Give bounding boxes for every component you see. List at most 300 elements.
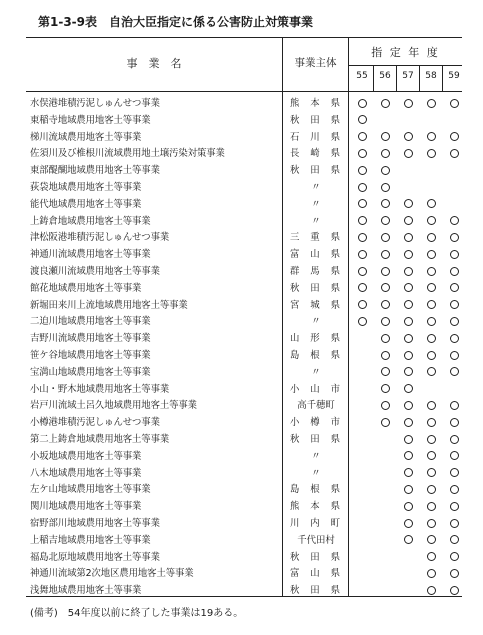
designated-mark [381, 401, 390, 410]
year-cell-59 [444, 366, 464, 378]
table-row [26, 396, 462, 412]
year-cell-56 [375, 517, 395, 529]
designated-mark [450, 552, 459, 561]
table-row [26, 262, 462, 278]
designated-mark [404, 250, 413, 259]
project-entity: 高千穂町 [297, 400, 335, 412]
project-name: 能代地域農用地客土等事業 [30, 198, 142, 210]
designated-mark [358, 183, 367, 192]
year-cell-57 [398, 483, 418, 495]
project-name: 津松阪港堆積汚泥しゅんせつ事業 [30, 232, 170, 244]
designated-mark [381, 283, 390, 292]
year-cell-58 [421, 366, 441, 378]
project-entity: 小 樽 市 [290, 417, 340, 429]
year-cell-57 [398, 467, 418, 479]
year-cell-59 [444, 97, 464, 109]
project-entity: 秋 田 県 [290, 551, 340, 563]
year-cell-56 [375, 215, 395, 227]
year-cell-55 [352, 349, 372, 361]
year-cell-58 [421, 147, 441, 159]
table-row [26, 178, 462, 194]
project-name: 岩戸川流域土呂久地域農用地客土等事業 [30, 400, 197, 412]
year-cell-55 [352, 97, 372, 109]
table-row [26, 279, 462, 295]
project-name: 関川地域農用地客土等事業 [30, 501, 142, 513]
designated-mark [381, 166, 390, 175]
project-name: 水俣港堆積汚泥しゅんせつ事業 [30, 98, 160, 109]
year-cell-59 [444, 450, 464, 462]
year-cell-57 [398, 147, 418, 159]
year-cell-55 [352, 114, 372, 126]
designated-mark [381, 99, 390, 108]
designated-mark [427, 317, 436, 326]
designated-mark [358, 166, 367, 175]
year-cell-58 [421, 131, 441, 143]
project-name: 小樽港堆積汚泥しゅんせつ事業 [30, 417, 160, 429]
designated-mark [450, 485, 459, 494]
project-name: 新堀田来川上流地域農用地客土等事業 [30, 299, 188, 311]
year-cell-57 [398, 164, 418, 176]
designated-mark [358, 115, 367, 124]
year-cell-59 [444, 551, 464, 563]
year-cell-55 [352, 231, 372, 243]
year-cell-55 [352, 366, 372, 378]
year-cell-56 [375, 198, 395, 210]
project-entity: 秋 田 県 [290, 282, 340, 294]
footnote: (備考) 54年度以前に終了した事業は19ある。 [30, 608, 244, 619]
designated-mark [450, 149, 459, 158]
year-cell-58 [421, 383, 441, 395]
project-name: 笹ケ谷地域農用地客土等事業 [30, 350, 151, 361]
year-cell-57 [398, 349, 418, 361]
year-cell-57 [398, 282, 418, 294]
year-cell-58 [421, 349, 441, 361]
designated-mark [427, 283, 436, 292]
year-cell-58 [421, 114, 441, 126]
year-cell-56 [375, 383, 395, 395]
table-row [26, 447, 462, 463]
year-cell-56 [375, 433, 395, 445]
table-row [26, 548, 462, 564]
year-cell-55 [352, 399, 372, 411]
year-cell-57 [398, 567, 418, 579]
table-row [26, 195, 462, 211]
project-name: 小坂地域農用地客土等事業 [30, 450, 142, 462]
designated-mark [404, 300, 413, 309]
year-cell-55 [352, 332, 372, 344]
year-cell-57 [398, 366, 418, 378]
table-row [26, 245, 462, 261]
year-cell-56 [375, 164, 395, 176]
project-name: 吉野川流域農用地客土等事業 [30, 333, 151, 345]
year-cell-55 [352, 551, 372, 563]
project-entity: 熊 本 県 [290, 98, 340, 109]
year-cell-59 [444, 231, 464, 243]
project-entity: 〃 [311, 450, 321, 462]
table-row [26, 329, 462, 345]
designated-mark [427, 334, 436, 343]
project-name: 第二上鋳倉地域農用地客土等事業 [30, 434, 170, 445]
year-cell-56 [375, 467, 395, 479]
year-cell-55 [352, 500, 372, 512]
year-cell-59 [444, 164, 464, 176]
year-cell-58 [421, 567, 441, 579]
designated-mark [427, 233, 436, 242]
project-name: 左ケ山地域農用地客土等事業 [30, 484, 151, 496]
year-cell-58 [421, 399, 441, 411]
designated-mark [427, 468, 436, 477]
year-cell-58 [421, 248, 441, 260]
project-entity: 〃 [311, 467, 321, 479]
designated-mark [358, 132, 367, 141]
year-cell-56 [375, 551, 395, 563]
designated-mark [404, 267, 413, 276]
year-cell-58 [421, 231, 441, 243]
table-row [26, 111, 462, 127]
designated-mark [358, 283, 367, 292]
designated-mark [427, 502, 436, 511]
project-entity: 秋 田 県 [290, 114, 340, 126]
table-row [26, 464, 462, 480]
project-entity: 〃 [311, 198, 321, 210]
designated-mark [404, 485, 413, 494]
year-cell-59 [444, 517, 464, 529]
year-cell-56 [375, 248, 395, 260]
project-name: 浅舞地域農用地客土等事業 [30, 585, 142, 597]
designated-mark [358, 300, 367, 309]
year-cell-57 [398, 383, 418, 395]
designated-mark [427, 300, 436, 309]
year-cell-55 [352, 299, 372, 311]
year-cell-55 [352, 433, 372, 445]
year-cell-59 [444, 131, 464, 143]
designated-mark [358, 250, 367, 259]
year-cell-55 [352, 315, 372, 327]
designated-mark [404, 99, 413, 108]
table-row [26, 480, 462, 496]
designated-mark [381, 351, 390, 360]
year-group-divider [348, 65, 462, 66]
year-cell-57 [398, 416, 418, 428]
year-cell-59 [444, 198, 464, 210]
designated-mark [450, 334, 459, 343]
designated-mark [404, 451, 413, 460]
project-entity: 富 山 県 [290, 568, 340, 580]
designated-mark [450, 283, 459, 292]
designated-mark [381, 132, 390, 141]
table-top-border [26, 37, 462, 38]
year-cell-59 [444, 181, 464, 193]
designated-mark [381, 418, 390, 427]
year-cell-59 [444, 349, 464, 361]
project-entity: 富 山 県 [290, 249, 340, 261]
designated-mark [450, 367, 459, 376]
year-cell-56 [375, 282, 395, 294]
table-row [26, 346, 462, 362]
year-cell-56 [375, 584, 395, 596]
year-header-55: 55 [356, 71, 368, 81]
year-cell-58 [421, 450, 441, 462]
designated-mark [450, 99, 459, 108]
designated-mark [358, 99, 367, 108]
project-entity: 秋 田 県 [290, 434, 340, 445]
designated-mark [404, 502, 413, 511]
designated-mark [427, 535, 436, 544]
table-row [26, 161, 462, 177]
project-entity: 秋 田 県 [290, 165, 340, 177]
project-entity: 秋 田 県 [290, 585, 340, 597]
project-entity: 〃 [311, 366, 321, 378]
designated-mark [450, 418, 459, 427]
year-header-divider [396, 65, 397, 91]
year-cell-56 [375, 450, 395, 462]
project-name: 荻袋地域農用地客土等事業 [30, 182, 142, 193]
table-row [26, 94, 462, 110]
year-cell-57 [398, 97, 418, 109]
designated-mark [381, 300, 390, 309]
project-entity: 三 重 県 [290, 232, 340, 244]
year-cell-58 [421, 315, 441, 327]
year-cell-56 [375, 500, 395, 512]
project-entity: 〃 [311, 215, 321, 227]
year-cell-55 [352, 517, 372, 529]
designated-mark [381, 267, 390, 276]
year-cell-57 [398, 198, 418, 210]
year-cell-59 [444, 282, 464, 294]
designated-mark [381, 183, 390, 192]
year-cell-55 [352, 450, 372, 462]
designated-mark [358, 216, 367, 225]
designated-mark [450, 233, 459, 242]
year-cell-58 [421, 332, 441, 344]
year-cell-56 [375, 299, 395, 311]
project-name: 上稲吉地域農用地客土等事業 [30, 534, 151, 546]
year-cell-59 [444, 567, 464, 579]
year-cell-56 [375, 399, 395, 411]
project-entity: 島 根 県 [290, 484, 340, 496]
project-entity: 川 内 町 [290, 518, 340, 529]
designated-mark [381, 199, 390, 208]
project-name: 神通川流域農用地客土等事業 [30, 249, 151, 261]
designated-mark [404, 367, 413, 376]
project-entity: 島 根 県 [290, 350, 340, 361]
designated-mark [381, 334, 390, 343]
designated-mark [358, 233, 367, 242]
year-cell-56 [375, 131, 395, 143]
year-cell-59 [444, 483, 464, 495]
project-name: 上鋳倉地域農用地客土等事業 [30, 215, 151, 227]
year-header-divider [373, 65, 374, 91]
year-cell-57 [398, 299, 418, 311]
year-cell-57 [398, 500, 418, 512]
year-cell-59 [444, 534, 464, 546]
designated-mark [404, 384, 413, 393]
designated-mark [404, 535, 413, 544]
year-cell-55 [352, 164, 372, 176]
year-cell-55 [352, 383, 372, 395]
table-row [26, 430, 462, 446]
table-row [26, 497, 462, 513]
year-cell-55 [352, 483, 372, 495]
year-cell-56 [375, 349, 395, 361]
designated-mark [450, 569, 459, 578]
year-cell-58 [421, 500, 441, 512]
designated-mark [450, 535, 459, 544]
table-row [26, 380, 462, 396]
designated-mark [427, 351, 436, 360]
header-bottom-border [26, 91, 462, 92]
project-entity: 〃 [311, 182, 321, 193]
designated-mark [427, 132, 436, 141]
year-cell-56 [375, 483, 395, 495]
year-cell-57 [398, 450, 418, 462]
year-cell-55 [352, 181, 372, 193]
year-cell-58 [421, 467, 441, 479]
designated-mark [427, 519, 436, 528]
table-row [26, 144, 462, 160]
year-cell-55 [352, 467, 372, 479]
year-cell-59 [444, 215, 464, 227]
year-cell-55 [352, 248, 372, 260]
table-row [26, 581, 462, 597]
year-cell-59 [444, 467, 464, 479]
project-name: 神通川流域第2次地区農用地客土等事業 [30, 568, 194, 580]
year-cell-55 [352, 198, 372, 210]
year-cell-56 [375, 114, 395, 126]
table-row [26, 531, 462, 547]
designated-mark [450, 401, 459, 410]
year-cell-57 [398, 248, 418, 260]
year-cell-58 [421, 164, 441, 176]
year-cell-57 [398, 517, 418, 529]
project-entity: 山 形 県 [290, 333, 340, 345]
year-cell-58 [421, 282, 441, 294]
designated-mark [450, 132, 459, 141]
year-cell-59 [444, 584, 464, 596]
year-cell-57 [398, 551, 418, 563]
entity-column-header: 事業主体 [294, 57, 337, 69]
year-cell-55 [352, 265, 372, 277]
year-cell-57 [398, 534, 418, 546]
year-group-header: 指 定 年 度 [371, 46, 440, 59]
designated-mark [404, 132, 413, 141]
designated-mark [427, 569, 436, 578]
table-row [26, 363, 462, 379]
year-cell-56 [375, 147, 395, 159]
year-cell-56 [375, 97, 395, 109]
year-cell-58 [421, 215, 441, 227]
year-cell-56 [375, 416, 395, 428]
year-cell-57 [398, 315, 418, 327]
project-name: 東部醍醐地域農用地客土等事業 [30, 165, 160, 177]
designated-mark [381, 233, 390, 242]
project-name: 梯川流域農用地客土等事業 [30, 131, 142, 143]
designated-mark [427, 250, 436, 259]
designated-mark [427, 149, 436, 158]
year-cell-58 [421, 517, 441, 529]
project-entity: 宮 城 県 [290, 299, 340, 311]
year-cell-58 [421, 265, 441, 277]
year-cell-57 [398, 332, 418, 344]
designated-mark [358, 149, 367, 158]
projects-table [26, 37, 462, 597]
year-cell-55 [352, 215, 372, 227]
year-cell-57 [398, 433, 418, 445]
year-cell-59 [444, 500, 464, 512]
designated-mark [358, 317, 367, 326]
designated-mark [381, 250, 390, 259]
year-cell-58 [421, 483, 441, 495]
project-entity: 群 馬 県 [290, 266, 340, 277]
project-entity: 石 川 県 [290, 131, 340, 143]
project-name: 宿野部川地域農用地客土等事業 [30, 518, 160, 529]
year-cell-55 [352, 282, 372, 294]
year-cell-59 [444, 399, 464, 411]
year-cell-55 [352, 534, 372, 546]
year-cell-56 [375, 181, 395, 193]
designated-mark [450, 250, 459, 259]
designated-mark [427, 216, 436, 225]
designated-mark [404, 418, 413, 427]
year-cell-58 [421, 584, 441, 596]
year-cell-59 [444, 114, 464, 126]
year-cell-58 [421, 416, 441, 428]
designated-mark [381, 384, 390, 393]
year-cell-56 [375, 265, 395, 277]
year-cell-57 [398, 181, 418, 193]
table-row [26, 564, 462, 580]
designated-mark [381, 149, 390, 158]
designated-mark [427, 485, 436, 494]
year-header-58: 58 [425, 71, 437, 81]
designated-mark [450, 586, 459, 595]
project-name: 八木地域農用地客土等事業 [30, 467, 142, 479]
year-cell-57 [398, 131, 418, 143]
year-header-56: 56 [379, 71, 391, 81]
year-cell-58 [421, 198, 441, 210]
designated-mark [358, 267, 367, 276]
designated-mark [427, 435, 436, 444]
year-cell-59 [444, 248, 464, 260]
year-header-59: 59 [448, 71, 460, 81]
designated-mark [381, 216, 390, 225]
year-header-divider [442, 65, 443, 91]
year-cell-59 [444, 433, 464, 445]
year-cell-57 [398, 265, 418, 277]
table-row [26, 296, 462, 312]
project-entity: 〃 [311, 316, 321, 328]
designated-mark [404, 519, 413, 528]
designated-mark [450, 317, 459, 326]
project-name: 渡良瀬川流域農用地客土等事業 [30, 266, 160, 277]
designated-mark [404, 351, 413, 360]
year-cell-56 [375, 231, 395, 243]
year-cell-56 [375, 332, 395, 344]
year-cell-56 [375, 315, 395, 327]
table-row [26, 228, 462, 244]
year-cell-57 [398, 215, 418, 227]
year-cell-55 [352, 567, 372, 579]
year-cell-55 [352, 147, 372, 159]
designated-mark [450, 435, 459, 444]
project-entity: 千代田村 [297, 534, 335, 546]
designated-mark [404, 401, 413, 410]
designated-mark [404, 283, 413, 292]
year-cell-57 [398, 114, 418, 126]
designated-mark [427, 199, 436, 208]
designated-mark [358, 199, 367, 208]
designated-mark [404, 468, 413, 477]
